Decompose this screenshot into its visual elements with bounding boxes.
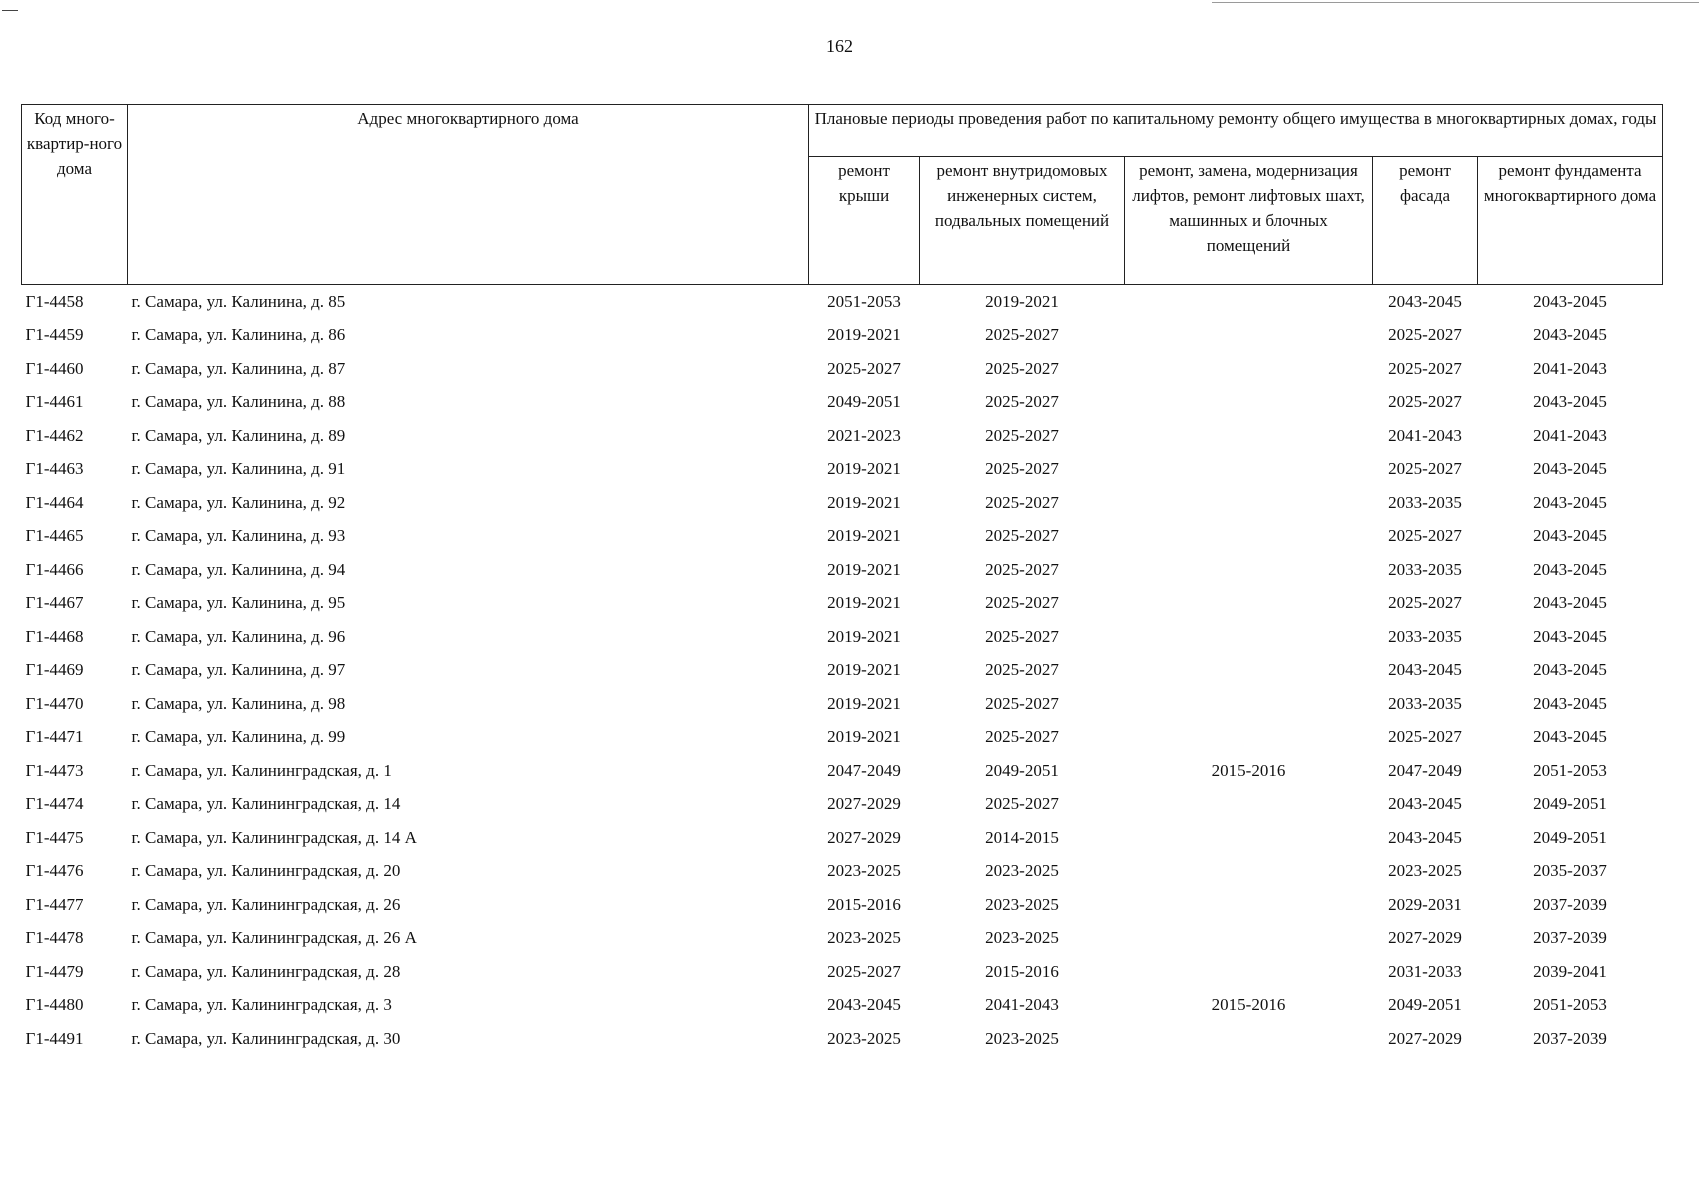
row-facade: 2025-2027 (1388, 459, 1462, 479)
table-row (22, 888, 1663, 922)
table-row (22, 553, 1663, 587)
row-facade: 2043-2045 (1388, 660, 1462, 680)
row-code: Г1-4458 (25, 291, 84, 311)
row-facade: 2033-2035 (1388, 693, 1462, 713)
row-code: Г1-4462 (25, 425, 84, 445)
row-foundation: 2051-2053 (1533, 995, 1607, 1015)
row-engineering: 2015-2016 (985, 961, 1059, 981)
row-engineering: 2025-2027 (985, 392, 1059, 412)
row-address: г. Самара, ул. Калинина, д. 91 (131, 459, 346, 479)
row-lifts (1125, 620, 1373, 654)
row-roof: 2043-2045 (827, 995, 901, 1015)
row-code: Г1-4469 (25, 660, 84, 680)
row-address: г. Самара, ул. Калинина, д. 87 (131, 358, 346, 378)
header-engineering: ремонт внутридомовых инженерных систем, подвальных помещений (920, 157, 1125, 285)
row-engineering: 2025-2027 (985, 593, 1059, 613)
scan-mark (2, 10, 18, 11)
row-roof: 2049-2051 (827, 392, 901, 412)
row-engineering: 2025-2027 (985, 693, 1059, 713)
row-engineering: 2025-2027 (985, 660, 1059, 680)
row-facade: 2025-2027 (1388, 727, 1462, 747)
row-foundation: 2039-2041 (1533, 961, 1607, 981)
row-lifts (1125, 486, 1373, 520)
row-code: Г1-4466 (25, 559, 84, 579)
row-engineering: 2025-2027 (985, 425, 1059, 445)
row-facade: 2043-2045 (1388, 291, 1462, 311)
table-row (22, 620, 1663, 654)
row-roof: 2019-2021 (827, 459, 901, 479)
row-code: Г1-4491 (25, 1028, 84, 1048)
row-facade: 2031-2033 (1388, 961, 1462, 981)
row-address: г. Самара, ул. Калинина, д. 99 (131, 727, 346, 747)
header-code: Код много-квартир-ного дома (22, 105, 128, 285)
row-engineering: 2025-2027 (985, 358, 1059, 378)
row-lifts (1125, 319, 1373, 353)
row-lifts (1125, 687, 1373, 721)
table-row (22, 419, 1663, 453)
row-address: г. Самара, ул. Калининградская, д. 14 А (131, 827, 417, 847)
row-roof: 2023-2025 (827, 1028, 901, 1048)
row-code: Г1-4463 (25, 459, 84, 479)
row-lifts: 2015-2016 (1211, 995, 1286, 1015)
repair-schedule-table (21, 104, 1663, 1056)
row-foundation: 2043-2045 (1533, 492, 1607, 512)
row-engineering: 2025-2027 (985, 727, 1059, 747)
table-row (22, 386, 1663, 420)
row-roof: 2027-2029 (827, 827, 901, 847)
row-code: Г1-4480 (25, 995, 84, 1015)
row-engineering: 2025-2027 (985, 794, 1059, 814)
row-roof: 2019-2021 (827, 693, 901, 713)
row-roof: 2019-2021 (827, 660, 901, 680)
row-lifts (1125, 520, 1373, 554)
page-number: 162 (826, 36, 853, 56)
row-lifts (1125, 386, 1373, 420)
row-roof: 2023-2025 (827, 928, 901, 948)
row-lifts (1125, 855, 1373, 889)
row-facade: 2023-2025 (1388, 861, 1462, 881)
row-lifts (1125, 888, 1373, 922)
row-engineering: 2023-2025 (985, 928, 1059, 948)
row-code: Г1-4474 (25, 794, 84, 814)
row-engineering: 2025-2027 (985, 492, 1059, 512)
row-address: г. Самара, ул. Калининградская, д. 28 (131, 961, 401, 981)
table-row (22, 319, 1663, 353)
row-roof: 2019-2021 (827, 559, 901, 579)
row-foundation: 2041-2043 (1533, 425, 1607, 445)
row-roof: 2023-2025 (827, 861, 901, 881)
row-foundation: 2043-2045 (1533, 291, 1607, 311)
table-row (22, 989, 1663, 1023)
row-address: г. Самара, ул. Калинина, д. 92 (131, 492, 346, 512)
row-facade: 2043-2045 (1388, 794, 1462, 814)
table-row (22, 721, 1663, 755)
row-address: г. Самара, ул. Калинина, д. 88 (131, 392, 346, 412)
table-row (22, 352, 1663, 386)
row-address: г. Самара, ул. Калинина, д. 97 (131, 660, 346, 680)
row-address: г. Самара, ул. Калинина, д. 89 (131, 425, 346, 445)
table-row (22, 1022, 1663, 1056)
table-row (22, 587, 1663, 621)
row-engineering: 2025-2027 (985, 526, 1059, 546)
row-foundation: 2049-2051 (1533, 827, 1607, 847)
row-roof: 2051-2053 (827, 291, 901, 311)
row-code: Г1-4475 (25, 827, 84, 847)
row-facade: 2041-2043 (1388, 425, 1462, 445)
row-address: г. Самара, ул. Калинина, д. 94 (131, 559, 346, 579)
header-roof: ремонт крыши (809, 157, 920, 285)
row-code: Г1-4477 (25, 894, 84, 914)
row-lifts (1125, 922, 1373, 956)
row-lifts (1125, 788, 1373, 822)
row-address: г. Самара, ул. Калининградская, д. 26 А (131, 928, 417, 948)
row-foundation: 2051-2053 (1533, 760, 1607, 780)
row-address: г. Самара, ул. Калинина, д. 86 (131, 325, 346, 345)
row-facade: 2049-2051 (1388, 995, 1462, 1015)
row-roof: 2019-2021 (827, 325, 901, 345)
table-row (22, 285, 1663, 319)
table-row (22, 654, 1663, 688)
row-foundation: 2043-2045 (1533, 325, 1607, 345)
row-code: Г1-4461 (25, 392, 84, 412)
row-facade: 2033-2035 (1388, 492, 1462, 512)
table-row (22, 754, 1663, 788)
table-row (22, 821, 1663, 855)
row-engineering: 2023-2025 (985, 894, 1059, 914)
row-code: Г1-4476 (25, 861, 84, 881)
row-lifts (1125, 821, 1373, 855)
table-row (22, 520, 1663, 554)
row-address: г. Самара, ул. Калинина, д. 93 (131, 526, 346, 546)
row-roof: 2021-2023 (827, 425, 901, 445)
row-lifts (1125, 955, 1373, 989)
row-roof: 2019-2021 (827, 492, 901, 512)
row-code: Г1-4471 (25, 727, 84, 747)
header-facade: ремонт фасада (1373, 157, 1478, 285)
row-engineering: 2025-2027 (985, 626, 1059, 646)
row-foundation: 2043-2045 (1533, 693, 1607, 713)
row-engineering: 2023-2025 (985, 1028, 1059, 1048)
table-header (22, 105, 1663, 285)
row-foundation: 2043-2045 (1533, 626, 1607, 646)
row-facade: 2025-2027 (1388, 392, 1462, 412)
row-facade: 2033-2035 (1388, 559, 1462, 579)
row-address: г. Самара, ул. Калининградская, д. 14 (131, 794, 401, 814)
row-facade: 2027-2029 (1388, 928, 1462, 948)
row-code: Г1-4459 (25, 325, 84, 345)
row-code: Г1-4470 (25, 693, 84, 713)
row-facade: 2025-2027 (1388, 526, 1462, 546)
row-facade: 2025-2027 (1388, 358, 1462, 378)
row-code: Г1-4464 (25, 492, 84, 512)
row-engineering: 2019-2021 (985, 291, 1059, 311)
row-code: Г1-4460 (25, 358, 84, 378)
row-lifts: 2015-2016 (1211, 760, 1286, 780)
table-row (22, 955, 1663, 989)
row-roof: 2047-2049 (827, 760, 901, 780)
row-roof: 2019-2021 (827, 626, 901, 646)
row-address: г. Самара, ул. Калининградская, д. 1 (131, 760, 392, 780)
row-foundation: 2035-2037 (1533, 861, 1607, 881)
row-code: Г1-4473 (25, 760, 84, 780)
row-address: г. Самара, ул. Калинина, д. 98 (131, 693, 346, 713)
header-foundation: ремонт фундамента многоквартирного дома (1478, 157, 1663, 285)
row-foundation: 2043-2045 (1533, 727, 1607, 747)
row-foundation: 2037-2039 (1533, 1028, 1607, 1048)
row-engineering: 2025-2027 (985, 325, 1059, 345)
row-code: Г1-4479 (25, 961, 84, 981)
table-row (22, 453, 1663, 487)
row-roof: 2025-2027 (827, 961, 901, 981)
row-facade: 2043-2045 (1388, 827, 1462, 847)
row-foundation: 2049-2051 (1533, 794, 1607, 814)
row-foundation: 2043-2045 (1533, 526, 1607, 546)
row-code: Г1-4468 (25, 626, 84, 646)
row-engineering: 2049-2051 (985, 760, 1059, 780)
row-foundation: 2043-2045 (1533, 559, 1607, 579)
table-row (22, 687, 1663, 721)
row-code: Г1-4478 (25, 928, 84, 948)
row-lifts (1125, 654, 1373, 688)
row-address: г. Самара, ул. Калинина, д. 85 (131, 291, 346, 311)
row-foundation: 2043-2045 (1533, 593, 1607, 613)
row-lifts (1125, 419, 1373, 453)
row-foundation: 2043-2045 (1533, 459, 1607, 479)
table-row (22, 486, 1663, 520)
row-facade: 2027-2029 (1388, 1028, 1462, 1048)
row-facade: 2047-2049 (1388, 760, 1462, 780)
row-address: г. Самара, ул. Калининградская, д. 20 (131, 861, 401, 881)
scan-edge-line (1212, 2, 1699, 3)
row-engineering: 2041-2043 (985, 995, 1059, 1015)
row-roof: 2015-2016 (827, 894, 901, 914)
row-engineering: 2025-2027 (985, 559, 1059, 579)
header-lifts: ремонт, замена, модернизация лифтов, ремонт лифтовых шахт, машинных и блочных помещений (1125, 157, 1373, 285)
row-engineering: 2023-2025 (985, 861, 1059, 881)
row-facade: 2025-2027 (1388, 593, 1462, 613)
row-address: г. Самара, ул. Калинина, д. 96 (131, 626, 346, 646)
row-address: г. Самара, ул. Калининградская, д. 30 (131, 1028, 401, 1048)
row-foundation: 2037-2039 (1533, 894, 1607, 914)
row-roof: 2027-2029 (827, 794, 901, 814)
row-code: Г1-4465 (25, 526, 84, 546)
row-lifts (1125, 285, 1373, 319)
row-engineering: 2025-2027 (985, 459, 1059, 479)
row-foundation: 2043-2045 (1533, 392, 1607, 412)
row-facade: 2029-2031 (1388, 894, 1462, 914)
row-lifts (1125, 587, 1373, 621)
table-body (22, 285, 1663, 1056)
table-row (22, 855, 1663, 889)
row-foundation: 2043-2045 (1533, 660, 1607, 680)
table-row (22, 788, 1663, 822)
row-lifts (1125, 453, 1373, 487)
row-address: г. Самара, ул. Калининградская, д. 3 (131, 995, 392, 1015)
row-engineering: 2014-2015 (985, 827, 1059, 847)
row-roof: 2025-2027 (827, 358, 901, 378)
row-lifts (1125, 352, 1373, 386)
header-planned-periods: Плановые периоды проведения работ по капитальному ремонту общего имущества в многоквартирных домах, годы (809, 105, 1663, 157)
row-facade: 2033-2035 (1388, 626, 1462, 646)
row-roof: 2019-2021 (827, 593, 901, 613)
row-lifts (1125, 721, 1373, 755)
row-lifts (1125, 1022, 1373, 1056)
row-roof: 2019-2021 (827, 526, 901, 546)
table-row (22, 922, 1663, 956)
row-facade: 2025-2027 (1388, 325, 1462, 345)
row-address: г. Самара, ул. Калинина, д. 95 (131, 593, 346, 613)
row-foundation: 2037-2039 (1533, 928, 1607, 948)
header-address: Адрес многоквартирного дома (128, 105, 809, 285)
row-lifts (1125, 553, 1373, 587)
row-address: г. Самара, ул. Калининградская, д. 26 (131, 894, 401, 914)
row-foundation: 2041-2043 (1533, 358, 1607, 378)
row-code: Г1-4467 (25, 593, 84, 613)
row-roof: 2019-2021 (827, 727, 901, 747)
